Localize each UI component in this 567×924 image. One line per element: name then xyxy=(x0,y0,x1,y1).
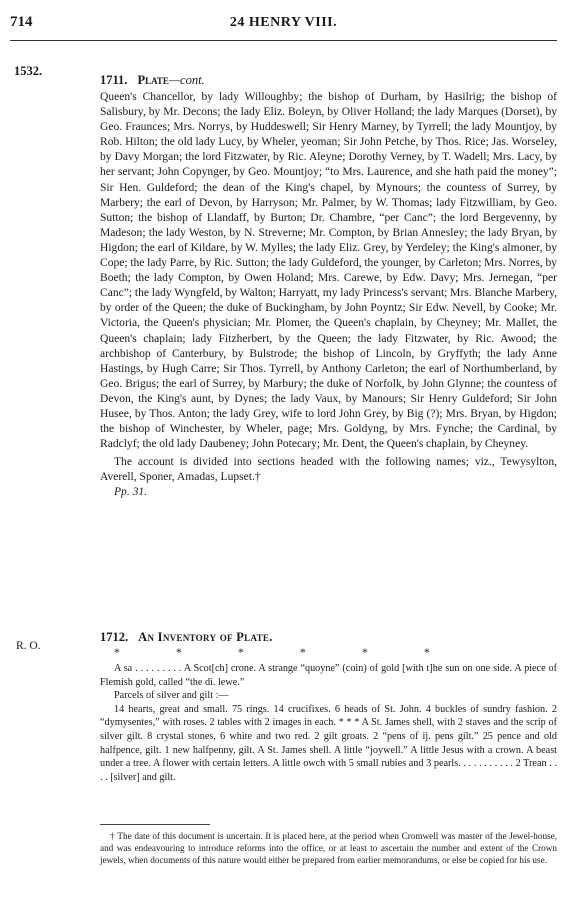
star: * xyxy=(238,647,245,659)
entry-1711-sections: The account is divided into sections headed with the following names; viz., Tewysylton, Averell, Sponer, Amadas, Lupset.† xyxy=(100,456,557,484)
running-title: 24 HENRY VIII. xyxy=(229,15,338,30)
inventory-line-3: 14 hearts, great and small. 75 rings. 14 crucifixes. 6 heads of St. John. 4 buckles of sundry fashion. 2 “dymysentes,” with roses. 2 tables with 2 images in each. * * * A St. James shell, with 2 staves and the scrip of silver gilt. 8 crystal stones, 6 white and two red. 2 gilt groats. 2 “pens of ij. pens gilt.” 25 pence and old halfpence, gilt. 1 new halfpenny, gilt. A St. James shell. A little “joywell.” A little Jesus with a crown. A beast under a tree. A flower with certain letters. A little owch with 5 small rubies and 3 pearls. . . . . . . . . . . 2 Trean . . . . [silver] and gilt. xyxy=(100,703,557,783)
entry-1711-body: Queen's Chancellor, by lady Willoughby; the bishop of Durham, by Hasilrig; the bishop of Salisbury, by Mr. Decons; the lady Eliz. Boleyn, by Oliver Holland; the lady Marques (Dorset), by Geo. Fraunces; Mrs. Norrys, by Huddeswell; Sir Henry Marney, by Tyrrell; the lady Mountjoy, by Rob. Hilton; the old lady Lucy, by Wheler, yeoman; Sir John Petche, by Thos. Rice; Jas. Worseley, by Davy Morgan; the lord Fitzwater, by Ric. Aleyne; Dorothy Verney, by T. Wadell; Mrs. Lacy, by her servant; John Copynger, by Geo. Mountjoy; “to Mrs. Laurence, and she hath paid the money”; Sir Hen. Guldeford; the dean of the King's chapel, by Mynours; the countess of Surrey, by Marbery; the earl of Devon, by Harryson; Mr. Palmer, by W. Thomas; lady Fitzwilliam, by Geo. Sutton; the bishop of Llandaff, by Burton; Dr. Chambre, “per Canc”; the lord Bergevenny, by Madeson; the lady Weston, by N. Streverne; Mr. Compton, by Brian Annesley; the lady Bryan, by Higdon; the earl of Kildare, by W. Mylles; the lady Eliz. Grey, by Yerdeley; the King's almoner, by Cope; the lady Parre, by Ric. Sutton; the lady Guldeford, the younger, by Carleton; Mrs. Norres, by Boeth; the lady Compton, by Owen Holand; Mrs. Carewe, by Edw. Davy; Mrs. Jernegan, “per Canc”; the lady Wyngfeld, by Walton; Harryatt, my lady Princess's servant; Mrs. Blanche Marbery, by order of the Queen; the duke of Buckingham, by John Poyntz; Sir Edw. Nevell, by Cooke; Mr. Victoria, the Queen's physician; Mr. Plomer, the Queen's chaplain, by Cheyney; Mr. Mallet, the Queen's chaplain; lady Fitzherbert, by the Queen; the lady Fitzwater, by Ric. Awood; the archbishop of Canterbury, by Bulstrode; the bishop of Lincoln, by Gryffyth; the lady Anne Hastings, by Hugh Carre; Sir Thos. Tyrrell, by Anthony Carleton; the earl of Northumberland, by Geo. Brigus; the earl of Surrey, by Marbury; the duke of Norfolk, by John Glynne; the countess of Devon, the King's aunt, by Dynes; the lady Vaux, by Manours; Sir Henry Guldeford; Sir John Husee, by Thos. Anton; the lady Grey, wife to lord John Grey, by Big (?); Mrs. Bryan, by Higdon; the bishop of Winchester, by Wheler, page; Mrs. Goldyng, by Mrs. Fynche; the Cardinal, by Radclyf; the old lady Daubeney; John Potecary; Mr. Dent, the Queen's chaplain, by Cheyney. xyxy=(100,91,557,451)
star: * xyxy=(114,647,121,659)
star: * xyxy=(362,647,369,659)
inventory-line-2: Parcels of silver and gilt :— xyxy=(114,690,229,702)
footnote: † The date of this document is uncertain. It is placed here, at the period when Cromwell was master of the Jewel-house, and was endeavouring to introduce reforms into the office, or at least to ascertain the number and extent of the Crown jewels, when documents of this nature would either be prepared from earlier memorandums, or else be copied for his use. xyxy=(100,831,557,865)
entry-1712-title xyxy=(100,630,557,645)
omission-stars xyxy=(114,647,557,659)
entry-1712 xyxy=(100,630,557,784)
star: * xyxy=(176,647,183,659)
star: * xyxy=(424,647,431,659)
entry-continued: —cont. xyxy=(168,73,205,87)
entry-number: 1712. xyxy=(100,630,129,644)
entry-number: 1711. xyxy=(100,73,128,87)
footnote-rule xyxy=(100,824,210,825)
header-rule xyxy=(10,40,557,41)
entry-1711-title xyxy=(100,73,557,88)
margin-year: 1532. xyxy=(14,64,43,78)
entry-heading: Plate xyxy=(137,73,169,87)
running-header xyxy=(10,14,557,34)
inventory-line-1: A sa . . . . . . . . . A Scot[ch] crone. A strange “quoyne” (coin) of gold [with t]he sun on one side. A piece of Flemish gold, called “the di. lewe.” xyxy=(100,663,557,688)
entry-1711-pages: Pp. 31. xyxy=(114,486,148,499)
page-number: 714 xyxy=(10,14,33,30)
star: * xyxy=(300,647,307,659)
entry-1711 xyxy=(100,73,557,501)
margin-source: R. O. xyxy=(16,640,41,652)
entry-heading: An Inventory of Plate. xyxy=(138,630,273,644)
